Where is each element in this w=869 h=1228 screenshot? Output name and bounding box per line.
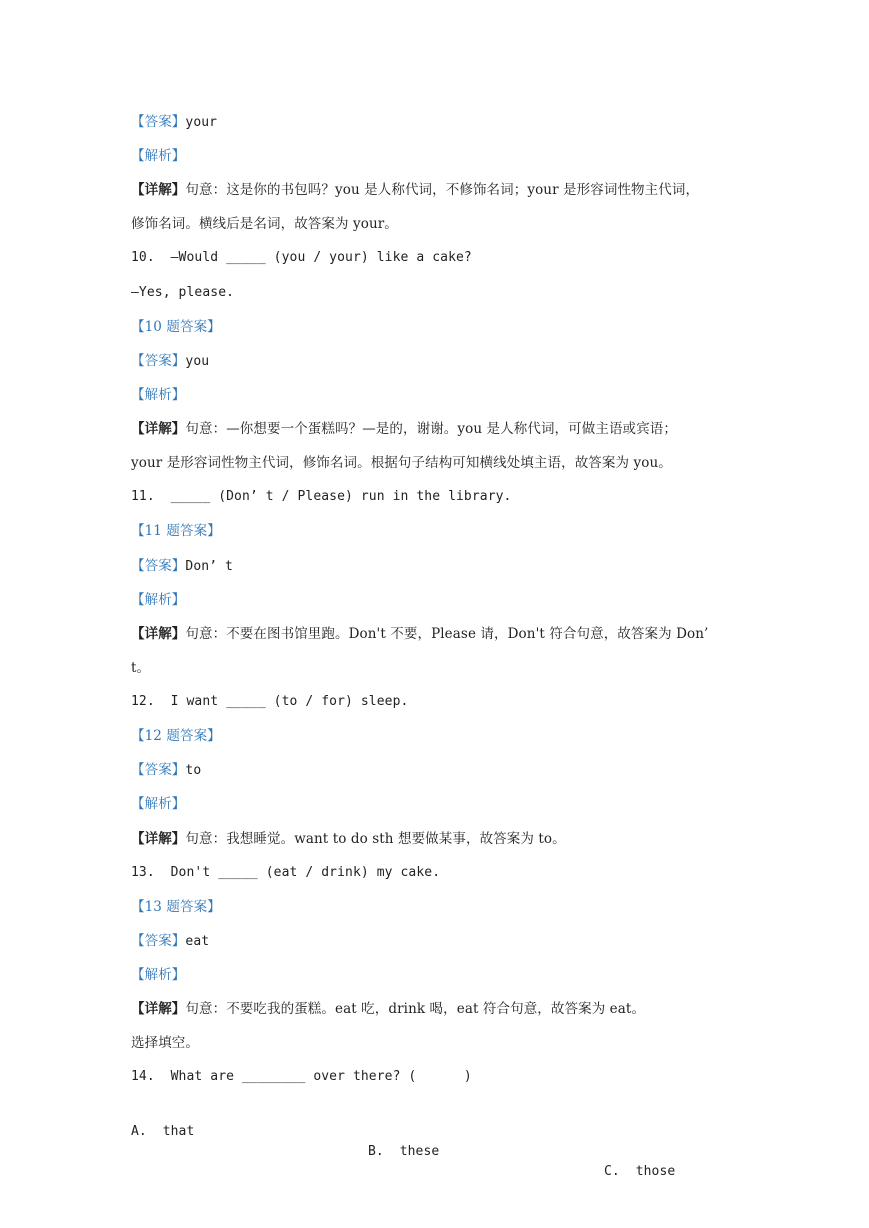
q10-reply: —Yes, please. [131, 285, 235, 300]
answer-text: Don’ t [185, 559, 233, 574]
q12-answer-line [131, 760, 759, 781]
q13-detail-line1 [131, 999, 759, 1019]
q10-detail-line2: your 是形容词性物主代词，修饰名词。根据句子结构可知横线处填主语，故答案为 you。 [131, 455, 672, 471]
q9-answer-line [131, 112, 759, 133]
q11-question: 11. _____ (Don’ t / Please) run in the library. [131, 489, 512, 504]
q10-detail-line1 [131, 419, 759, 439]
answer-label: 【答案】 [131, 114, 186, 130]
q13-answer-heading: 【13 题答案】 [131, 899, 221, 915]
detail-text: 句意：—你想要一个蛋糕吗？—是的，谢谢。you 是人称代词，可做主语或宾语； [185, 421, 677, 437]
detail-text: 句意：我想睡觉。want to do sth 想要做某事，故答案为 to。 [185, 831, 566, 847]
detail-label: 【详解】 [131, 182, 186, 198]
q12-question: 12. I want _____ (to / for) sleep. [131, 694, 409, 709]
detail-label: 【详解】 [131, 421, 186, 437]
q11-answer-heading: 【11 题答案】 [131, 523, 221, 539]
detail-text: 句意：不要在图书馆里跑。Don't 不要，Please 请，Don't 符合句意，故答案为 Don’ [185, 626, 709, 642]
answer-text: you [185, 354, 210, 369]
q14-options [131, 1102, 759, 1202]
q11-answer-line [131, 556, 759, 577]
answer-label: 【答案】 [131, 558, 186, 574]
answer-text: to [185, 763, 202, 778]
q12-answer-heading: 【12 题答案】 [131, 728, 221, 744]
q12-detail-line1 [131, 829, 759, 849]
q14-question: 14. What are ________ over there? ( ) [131, 1069, 472, 1084]
q11-detail-line1 [131, 624, 759, 644]
q10-answer-heading: 【10 题答案】 [131, 319, 221, 335]
q10-analysis-label: 【解析】 [131, 387, 186, 403]
answer-text: eat [185, 934, 210, 949]
answer-label: 【答案】 [131, 933, 186, 949]
q11-detail-line2: t。 [131, 660, 151, 676]
q13-analysis-label: 【解析】 [131, 967, 186, 983]
q13-question: 13. Don't _____ (eat / drink) my cake. [131, 865, 441, 880]
q10-answer-line [131, 351, 759, 372]
q12-analysis-label: 【解析】 [131, 796, 186, 812]
q10-question: 10. —Would _____ (you / your) like a cake? [131, 250, 472, 265]
option-c: C. those [604, 1164, 676, 1179]
option-a: A. that [131, 1124, 195, 1139]
q9-detail-line1 [131, 180, 759, 200]
detail-label: 【详解】 [131, 626, 186, 642]
answer-label: 【答案】 [131, 353, 186, 369]
q13-answer-line [131, 931, 759, 952]
detail-text: 句意：不要吃我的蛋糕。eat 吃，drink 喝，eat 符合句意，故答案为 eat。 [185, 1001, 646, 1017]
answer-label: 【答案】 [131, 762, 186, 778]
option-b: B. these [368, 1144, 440, 1159]
detail-text: 句意：这是你的书包吗？you 是人称代词，不修饰名词；your 是形容词性物主代词， [185, 182, 700, 198]
q9-analysis-label: 【解析】 [131, 148, 186, 164]
section-title: 选择填空。 [131, 1035, 199, 1051]
answer-text: your [185, 115, 218, 130]
q9-detail-line2: 修饰名词。横线后是名词，故答案为 your。 [131, 216, 398, 232]
q11-analysis-label: 【解析】 [131, 592, 186, 608]
detail-label: 【详解】 [131, 831, 186, 847]
detail-label: 【详解】 [131, 1001, 186, 1017]
